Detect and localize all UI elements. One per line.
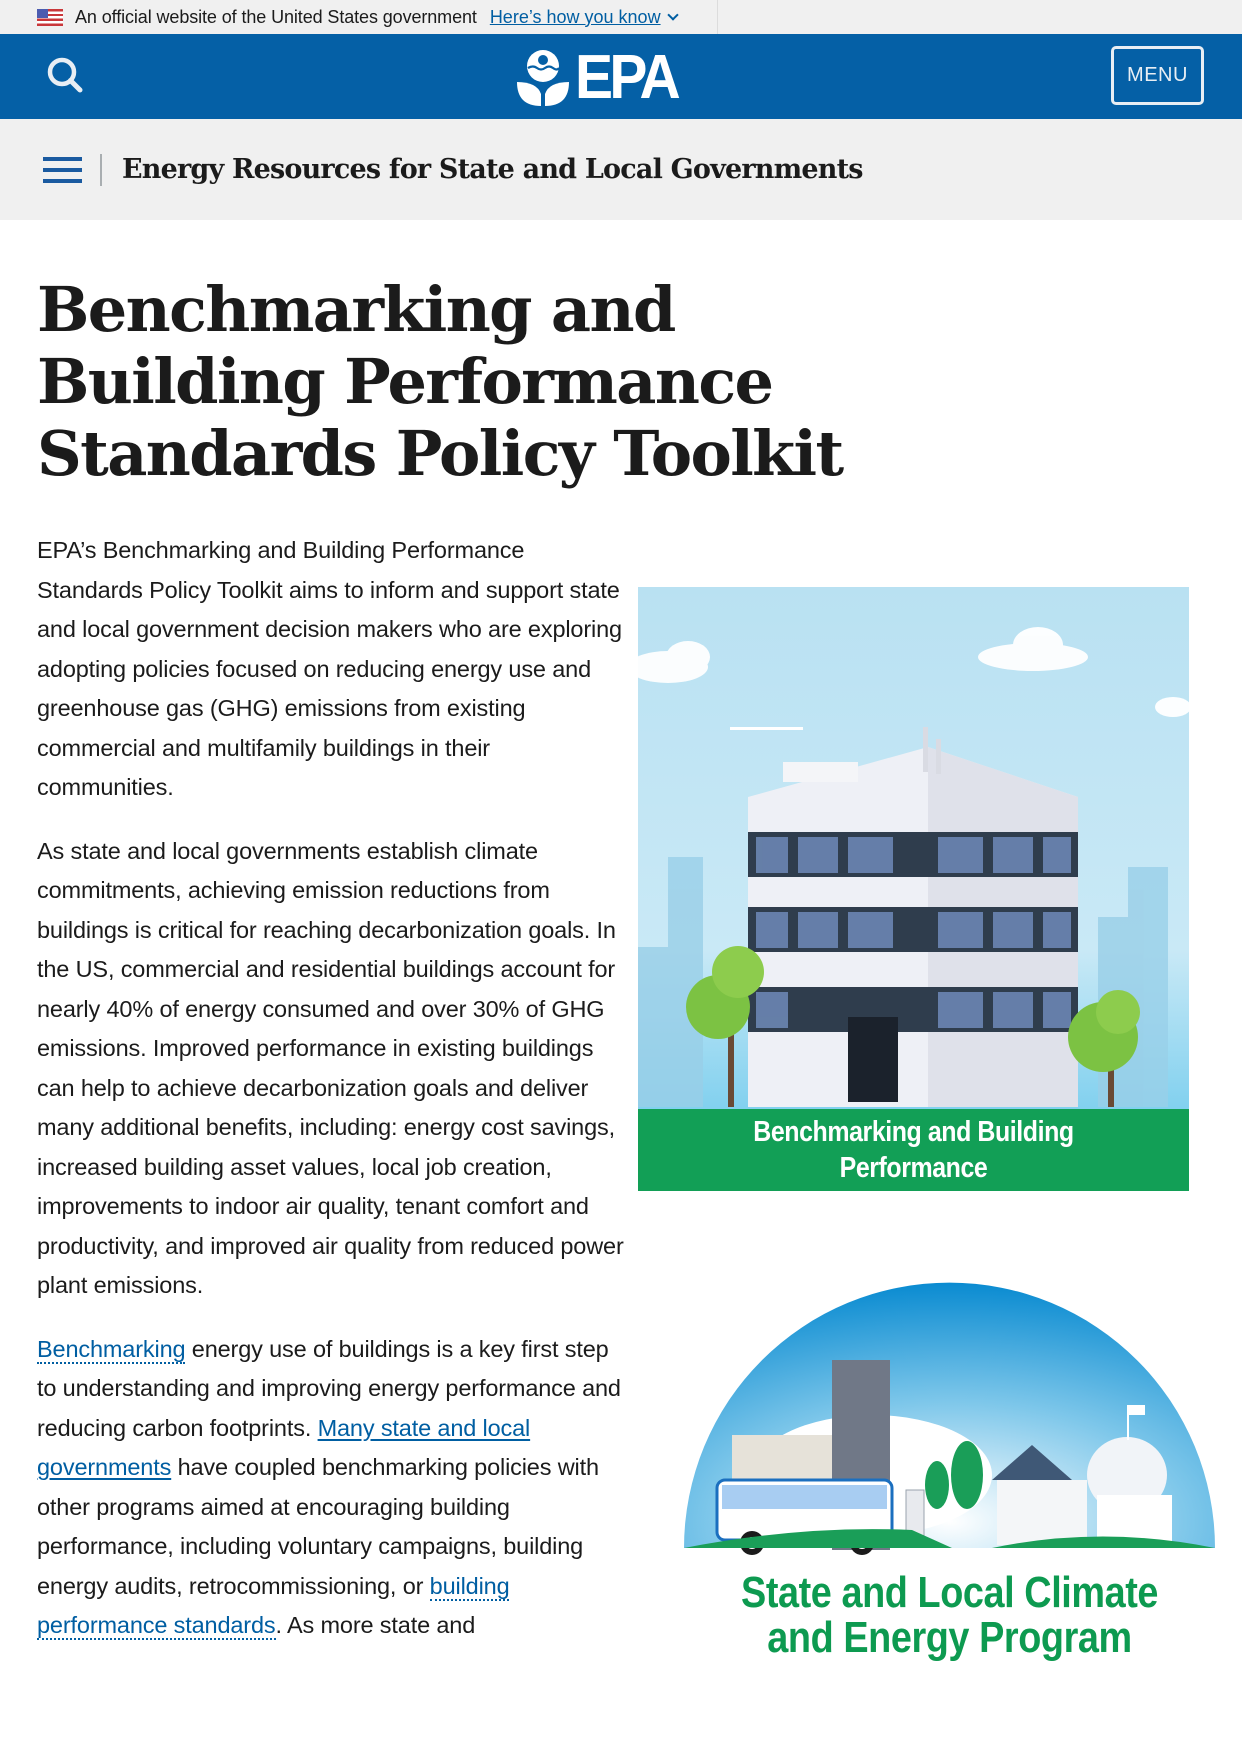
office-building-illustration [638,587,1189,1109]
gov-banner [0,0,1242,34]
section-title-link[interactable]: Energy Resources for State and Local Governments [122,154,863,185]
epa-flower-icon [515,48,571,108]
page-title: Benchmarking and Building Performance Standards Policy Toolkit [37,273,843,490]
toolkit-caption: Benchmarking and Building Performance Standards Policy Toolkit [638,1109,1189,1191]
menu-button[interactable]: MENU [1111,46,1204,105]
body-text [37,531,627,1646]
epa-logo[interactable] [515,43,686,112]
search-button[interactable] [44,54,90,100]
site-header [0,34,1242,119]
program-caption: State and Local Climate and Energy Program [741,1568,1158,1662]
benchmarking-link[interactable]: Benchmarking [37,1335,186,1362]
state-local-governments-link[interactable]: Many state and local governments [37,1414,531,1480]
logo-text: EPA [575,43,678,112]
city-dome-illustration [682,1245,1217,1555]
section-nav [0,119,1242,220]
heres-how-you-know-link[interactable]: Here’s how you know [489,6,661,27]
paragraph-decarbonization: As state and local governments establish climate commitments, achieving emission reductions from buildings is critical for reaching decarbonization goals. In the US, commercial and residential buildings account for nearly 40% of energy consumed and over 30% of GHG emissions. Improved performance in existing buildings can help to achieve decarbonization goals and deliver many additional benefits, including: energy cost savings, increased building asset values, local job creation, improvements to indoor air quality, tenant comfort and productivity, and improved air quality from reduced power plant emissions. [37,837,624,1298]
chevron-down-icon[interactable] [667,9,678,20]
program-logo [682,1245,1217,1675]
paragraph-benchmarking: Benchmarking energy use of buildings is a key first step to understanding and improving energy performance and reducing carbon footprints. Many state and local governments have coupled benchmarking policies with other programs aimed at encouraging building performance, including voluntary campaigns, building energy audits, retrocommissioning, or building performance standards. As more state and [37,1335,621,1638]
divider [100,154,102,186]
hamburger-menu-icon[interactable] [43,157,82,183]
toolkit-illustration [638,587,1189,1220]
paragraph-intro: EPA’s Benchmarking and Building Performance Standards Policy Toolkit aims to inform and support state and local government decision makers who are exploring adopting policies focused on reducing energy use and greenhouse gas (GHG) emissions from existing commercial and multifamily buildings in their communities. [37,537,622,800]
us-flag-icon [37,9,63,26]
gov-banner-text: An official website of the United States government [75,6,477,27]
building-performance-standards-link[interactable]: building performance standards [37,1572,510,1638]
main-content [0,273,1242,1662]
search-icon [44,54,90,100]
